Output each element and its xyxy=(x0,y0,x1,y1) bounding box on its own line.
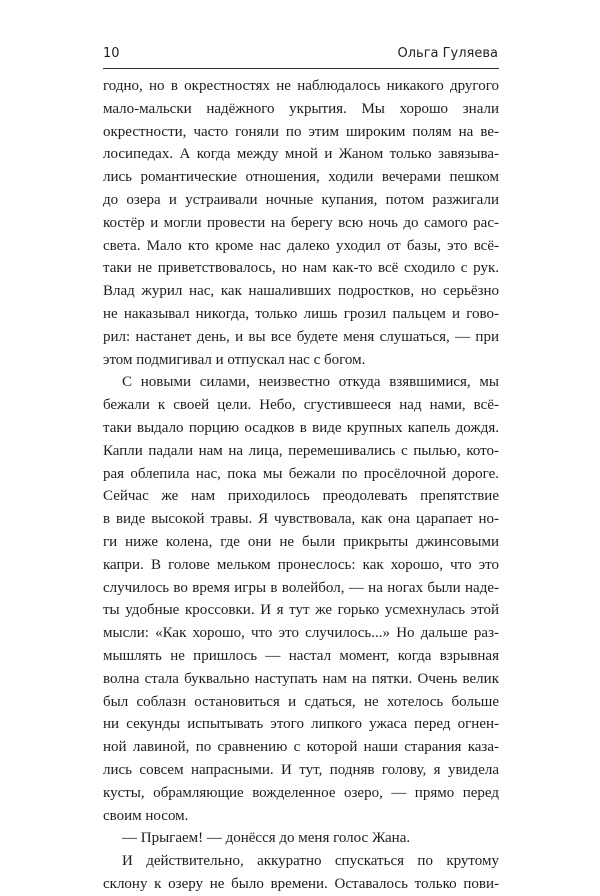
text-line: мало-мальски надёжного укрытия. Мы хорошо знали xyxy=(103,100,499,117)
body-text xyxy=(103,75,499,896)
text-line: рая облепила нас, пока мы бежали по просёлочной дороге. xyxy=(103,465,499,482)
text-line: С новыми силами, неизвестно откуда взявшимися, мы xyxy=(122,374,499,391)
text-line: лись романтические отношения, ходили вечерами пешком xyxy=(103,169,499,186)
text-line: волна стала буквально наступать нам на пятки. Очень велик xyxy=(103,670,499,687)
author-name: Ольга Гуляева xyxy=(397,46,498,61)
text-line: таки выдало порцию осадков в виде крупных капель дождя. xyxy=(103,419,499,436)
text-line: окрестности, часто гоняли по этим широким полям на ве- xyxy=(103,123,499,140)
text-line: света. Мало кто кроме нас далеко уходил от базы, это всё- xyxy=(103,237,499,254)
text-line: случилось во время игры в волейбол, — на ногах были наде- xyxy=(103,579,499,596)
text-line: рил: настанет день, и вы все будете меня слушаться, — при xyxy=(103,328,499,345)
text-line: годно, но в окрестностях не наблюдалось никакого другого xyxy=(103,78,499,94)
text-line: своим носом. xyxy=(103,807,189,824)
text-line: кусты, обрамляющие вожделенное озеро, — прямо перед xyxy=(103,784,499,801)
text-line: мысли: «Как хорошо, что это случилось...» Но дальше раз- xyxy=(103,625,499,642)
text-line: Капли падали нам на лица, перемешивались с пылью, кото- xyxy=(103,442,499,459)
text-line: таки не приветствовалось, но нам как-то всё сходило с рук. xyxy=(103,260,499,277)
text-line: склону к озеру не было времени. Оставалось только пови- xyxy=(103,875,499,892)
text-line: костёр и могли провести на берегу всю ночь до самого рас- xyxy=(103,214,499,231)
text-line: ты удобные кроссовки. И я тут же горько усмехнулась этой xyxy=(103,602,499,619)
text-line: Сейчас же нам приходилось преодолевать препятствие xyxy=(103,488,499,505)
text-line: в виде высокой травы. Я чувствовала, как она царапает но- xyxy=(103,511,499,528)
text-line: И действительно, аккуратно спускаться по крутому xyxy=(122,853,499,870)
text-line: бежали к своей цели. Небо, сгустившееся над нами, всё- xyxy=(103,397,499,414)
text-line: ной лавиной, по сравнению с которой наши старания каза- xyxy=(103,739,499,756)
text-line: до озера и устраивали ночные купания, потом разжигали xyxy=(103,191,499,208)
text-line: лись совсем напрасными. И тут, подняв голову, я увидела xyxy=(103,761,499,778)
header-rule xyxy=(103,68,499,69)
text-line: капри. В голове мельком пронеслось: как хорошо, что это xyxy=(103,556,499,573)
text-line: ги ниже колена, где они не были прикрыты джинсовыми xyxy=(103,533,499,550)
page-number: 10 xyxy=(103,46,120,61)
text-line: Влад журил нас, как нашаливших подростков, но серьёзно xyxy=(103,283,499,300)
text-line: мышлять не пришлось — настал момент, когда взрывная xyxy=(103,647,499,664)
text-line: был соблазн остановиться и сдаться, не хотелось больше xyxy=(103,693,499,710)
text-line: ни секунды испытывать этого липкого ужаса перед огнен- xyxy=(103,716,499,733)
running-head xyxy=(103,42,498,64)
text-line: лосипедах. А когда между мной и Жаном только завязыва- xyxy=(103,146,499,163)
text-line: не наказывал никогда, только лишь грозил пальцем и гово- xyxy=(103,305,499,322)
text-line: этом подмигивал и отпускал нас с богом. xyxy=(103,351,366,368)
text-line: — Прыгаем! — донёсся до меня голос Жана. xyxy=(122,830,411,847)
